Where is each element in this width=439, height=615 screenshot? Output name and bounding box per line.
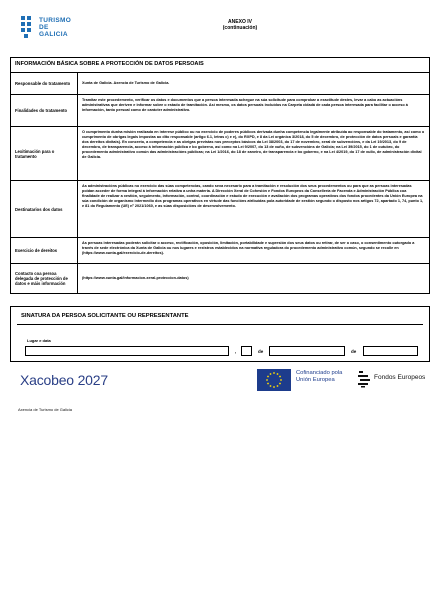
xacobeo-text: Xacobeo xyxy=(20,372,74,388)
row-label: Finalidades do tratamento xyxy=(11,95,78,127)
place-date-label: Lugar e data xyxy=(27,338,51,343)
row-value: Xunta de Galicia. Axencia de Turismo de Galicia. xyxy=(78,73,430,95)
row-label: Destinatarios dos datos xyxy=(11,181,78,238)
table-row xyxy=(11,238,430,264)
data-protection-rows xyxy=(10,72,430,294)
fondos-europeos-icon xyxy=(357,370,371,388)
data-protection-table xyxy=(10,57,430,294)
comma-separator: , xyxy=(235,349,237,354)
footer-org-name: Axencia de Turismo de Galicia xyxy=(18,407,73,412)
table-row xyxy=(11,264,430,294)
signature-title: SINATURA DA PERSOA SOLICITANTE OU REPRESENTANTE xyxy=(21,313,189,319)
logo-text-line: GALICIA xyxy=(39,31,68,39)
annex-title: ANEXO IV xyxy=(228,19,252,25)
row-value xyxy=(78,238,430,264)
eu-flag-icon xyxy=(257,369,291,391)
data-protection-heading: INFORMACIÓN BÁSICA SOBRE A PROTECCIÓN DE DATOS PERSOAIS xyxy=(10,57,430,72)
table-row xyxy=(11,127,430,181)
row-value: Tramitar este procedemento, verificar os datos e documentos que a persoa interesada achegue na súa solicitude para comprobar a exactitude destes, levar a cabo as actuacións administrativas que deriven e informar sobre o estado de tramitación. Así mesmo, os datos persoais incluídos na Carpeta cidadá de cada persoa interesada para facilitar o acceso á información, tanto persoal como de carácter administrativo. xyxy=(78,95,430,127)
rights-text: As persoas interesadas poderán solicitar o acceso, rectificación, oposición, limitación, portabilidade e supresión dos seus datos ou retirar, de ser o caso, o consentimento outorgado a través de sede electrónica da Xunta de Galicia ou nos lugares e rexistros establecidos na normativa reguladora do procedemento administrativo común, segundo se recolle en (https://www.xunta.gal/exercicio-de-dereitos). xyxy=(82,241,415,255)
de-separator: de xyxy=(351,349,357,354)
logo-text-line: TURISMO xyxy=(39,17,72,24)
month-input[interactable] xyxy=(269,346,345,356)
xacobeo-logo xyxy=(20,372,108,388)
row-label: Exercicio de dereitos xyxy=(11,238,78,264)
eu-cofinanced-text xyxy=(296,370,342,384)
row-value: As administracións públicas no exercicio das súas competencias, cando sexa necesario para a tramitación e resolución dos seus procedementos ou para que as persoas interesadas poidan acceder de forma integral á información relativa a unha materia. A Dirección Xeral de Cohesión e Fondos Europeos da Consellería de Facenda e Administración Pública coa finalidade de realizar a xestión, seguimento, información, control, coordinación e estudo de execución e avaliación dos programas operativos dos fondos procedentes da Unión Europea na súa condición de organismo intermedio dos programas operativos en virtude das funcións atribuídas pola autoridade de xestión segundo o disposto nos artigos 72, apartado 1, 74, punto 1, e 81 do Regulamento (UE) nº 2021/1060, e as súas disposicións de desenvolvemento. xyxy=(78,181,430,238)
divider xyxy=(17,324,423,325)
galicia-shell-icon xyxy=(18,14,38,44)
eu-text-line: Unión Europea xyxy=(296,377,335,383)
day-input[interactable] xyxy=(241,346,252,356)
logo-text-line: DE xyxy=(39,24,49,32)
row-label: Responsable do tratamento xyxy=(11,73,78,95)
row-label: Lexitimación para o tratamento xyxy=(11,127,78,181)
row-value xyxy=(78,264,430,294)
place-input[interactable] xyxy=(25,346,229,356)
logo-text xyxy=(39,17,71,39)
table-row xyxy=(11,181,430,238)
table-row xyxy=(11,95,430,127)
eu-text-line: Cofinanciado pola xyxy=(296,370,343,376)
fondos-europeos-text: Fondos Europeos xyxy=(374,374,426,381)
xacobeo-year: 2027 xyxy=(77,372,108,388)
de-separator: de xyxy=(258,349,264,354)
annex-heading xyxy=(210,19,270,31)
year-input[interactable] xyxy=(363,346,418,356)
data-protection-link[interactable]: (https://www.xunta.gal/informacion-xeral-proteccion-datos) xyxy=(82,276,189,281)
signature-box xyxy=(10,306,430,362)
table-row xyxy=(11,73,430,95)
row-value: O cumprimento dunha misión realizada en interese público ou no exercicio de poderes públicos derivada dunha competencia legalmente atribuída ao responsable do tratamento, así como o cumprimento de obrigas legais impostas ao dito responsable (artigo 6.1, letras c) e e), do RXPD, e 8 da Lei orgánica 3/2018, do 5 de decembro, de protección de datos persoais e garantía dos dereitos dixitais). En concreto, a competencia e as obrigas previstas nos preceptos básicos da Lei 38/2003, do 17 de novembro, xeral de subvencións, e da Lei 19/2013, do 9 de decembro, de transparencia, acceso á información pública e bo goberno, así como na Lei 9/2007, do 13 de xuño, de subvencións de Galicia; na Lei 39/2015, do 1 de outubro, do procedemento administrativo común das administracións públicas; na Lei 1/2016, do 18 de xaneiro, de transparencia e bo goberno, e na Lei 4/2019, do 17 de xullo, de administración dixital de Galicia. xyxy=(78,127,430,181)
row-label: Contacto coa persoa delegada de protección de datos e máis información xyxy=(11,264,78,294)
annex-subtitle: (continuación) xyxy=(222,25,258,31)
